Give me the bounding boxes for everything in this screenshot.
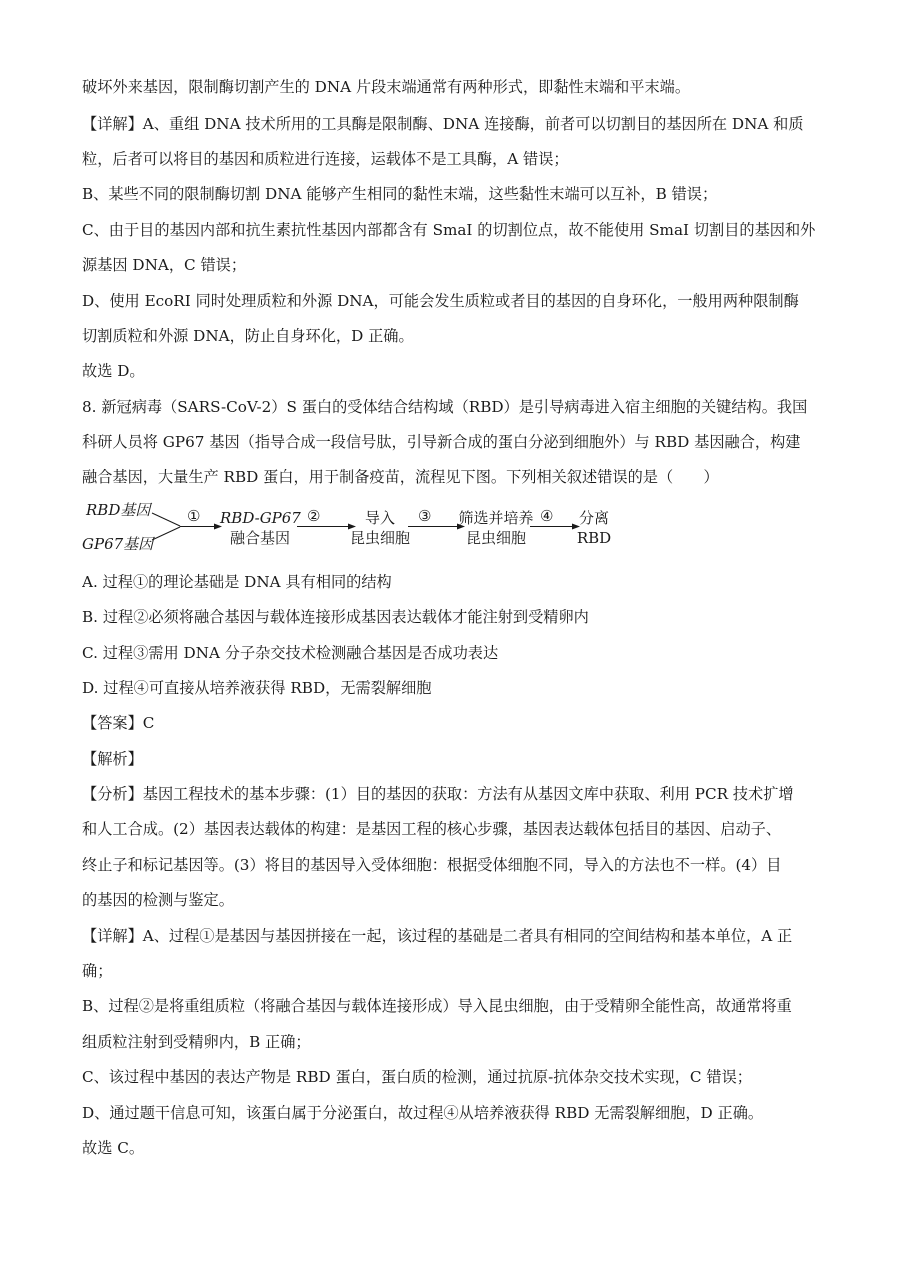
text-line: 破坏外来基因，限制酶切割产生的 DNA 片段末端通常有两种形式，即黏性末端和平末端。 — [82, 78, 691, 96]
merge-line-top — [152, 513, 180, 526]
step-2-label: ② — [307, 507, 321, 525]
option-d: D. 过程④可直接从培养液获得 RBD，无需裂解细胞 — [82, 679, 432, 697]
rbd-gene-label: RBD基因 — [86, 501, 151, 519]
option-c: C. 过程③需用 DNA 分子杂交技术检测融合基因是否成功表达 — [82, 644, 499, 662]
answer-line: 【答案】C — [82, 714, 155, 732]
text-line: D、通过题干信息可知，该蛋白属于分泌蛋白，故过程④从培养液获得 RBD 无需裂解细胞，D 正确。 — [82, 1104, 764, 1122]
text-line: 切割质粒和外源 DNA，防止自身环化，D 正确。 — [82, 327, 414, 345]
screen-culture-label-1: 筛选并培养 — [458, 509, 534, 527]
step-3-label: ③ — [418, 507, 432, 525]
merge-line-bottom — [152, 527, 180, 540]
import-label-2: 昆虫细胞 — [350, 529, 411, 547]
text-line: 组质粒注射到受精卵内，B 正确； — [82, 1033, 311, 1051]
text-line: 【详解】A、重组 DNA 技术所用的工具酶是限制酶、DNA 连接酶，前者可以切割目的基因所在 DNA 和质 — [82, 115, 804, 133]
fusion-gene-label-2: 融合基因 — [229, 529, 290, 547]
text-line: 粒，后者可以将目的基因和质粒进行连接，运载体不是工具酶，A 错误； — [82, 150, 569, 168]
screen-culture-label-2: 昆虫细胞 — [465, 529, 526, 547]
import-label-1: 导入 — [364, 509, 395, 527]
text-line: C、由于目的基因内部和抗生素抗性基因内部都含有 SmaI 的切割位点，故不能使用 SmaI 切割目的基因和外 — [82, 221, 816, 239]
text-line: D、使用 EcoRI 同时处理质粒和外源 DNA，可能会发生质粒或者目的基因的自身环化，一般用两种限制酶 — [82, 292, 799, 310]
text-line: 确； — [82, 962, 113, 980]
text-line: 故选 C。 — [82, 1139, 145, 1157]
question-stem-line: 融合基因，大量生产 RBD 蛋白，用于制备疫苗，流程见下图。下列相关叙述错误的是（ ） — [82, 468, 719, 486]
text-line: 故选 D。 — [82, 362, 145, 380]
question-stem-line: 8. 新冠病毒（SARS-CoV-2）S 蛋白的受体结合结构域（RBD）是引导病毒进入宿主细胞的关键结构。我国 — [82, 398, 808, 416]
text-line: 终止子和标记基因等。(3）将目的基因导入受体细胞：根据受体细胞不同，导入的方法也不一样。(4）目 — [82, 856, 782, 874]
text-line: 【分析】基因工程技术的基本步骤：(1）目的基因的获取：方法有从基因文库中获取、利用 PCR 技术扩增 — [82, 785, 794, 803]
flow-diagram — [82, 494, 642, 558]
text-line: C、该过程中基因的表达产物是 RBD 蛋白，蛋白质的检测，通过抗原-抗体杂交技术实现，C 错误； — [82, 1068, 752, 1086]
option-a: A. 过程①的理论基础是 DNA 具有相同的结构 — [82, 573, 392, 591]
question-stem-line: 科研人员将 GP67 基因（指导合成一段信号肽，引导新合成的蛋白分泌到细胞外）与 RBD 基因融合，构建 — [82, 433, 801, 451]
fusion-gene-label-1: RBD-GP67 — [220, 509, 301, 527]
text-line: 【详解】A、过程①是基因与基因拼接在一起，该过程的基础是二者具有相同的空间结构和基本单位，A 正 — [82, 927, 793, 945]
separate-label-1: 分离 — [578, 509, 609, 527]
text-line: 和人工合成。(2）基因表达载体的构建：是基因工程的核心步骤，基因表达载体包括目的基因、启动子、 — [82, 820, 782, 838]
text-line: 的基因的检测与鉴定。 — [82, 891, 234, 909]
text-line: 源基因 DNA，C 错误； — [82, 256, 247, 274]
gp67-gene-label: GP67基因 — [82, 535, 154, 553]
analysis-heading: 【解析】 — [82, 750, 143, 768]
text-line: B、过程②是将重组质粒（将融合基因与载体连接形成）导入昆虫细胞，由于受精卵全能性高，故通常将重 — [82, 997, 792, 1015]
step-1-label: ① — [187, 507, 201, 525]
text-line: B、某些不同的限制酶切割 DNA 能够产生相同的黏性末端，这些黏性末端可以互补，B 错误； — [82, 185, 718, 203]
step-4-label: ④ — [540, 507, 554, 525]
separate-label-2: RBD — [576, 529, 612, 547]
option-b: B. 过程②必须将融合基因与载体连接形成基因表达载体才能注射到受精卵内 — [82, 608, 589, 626]
